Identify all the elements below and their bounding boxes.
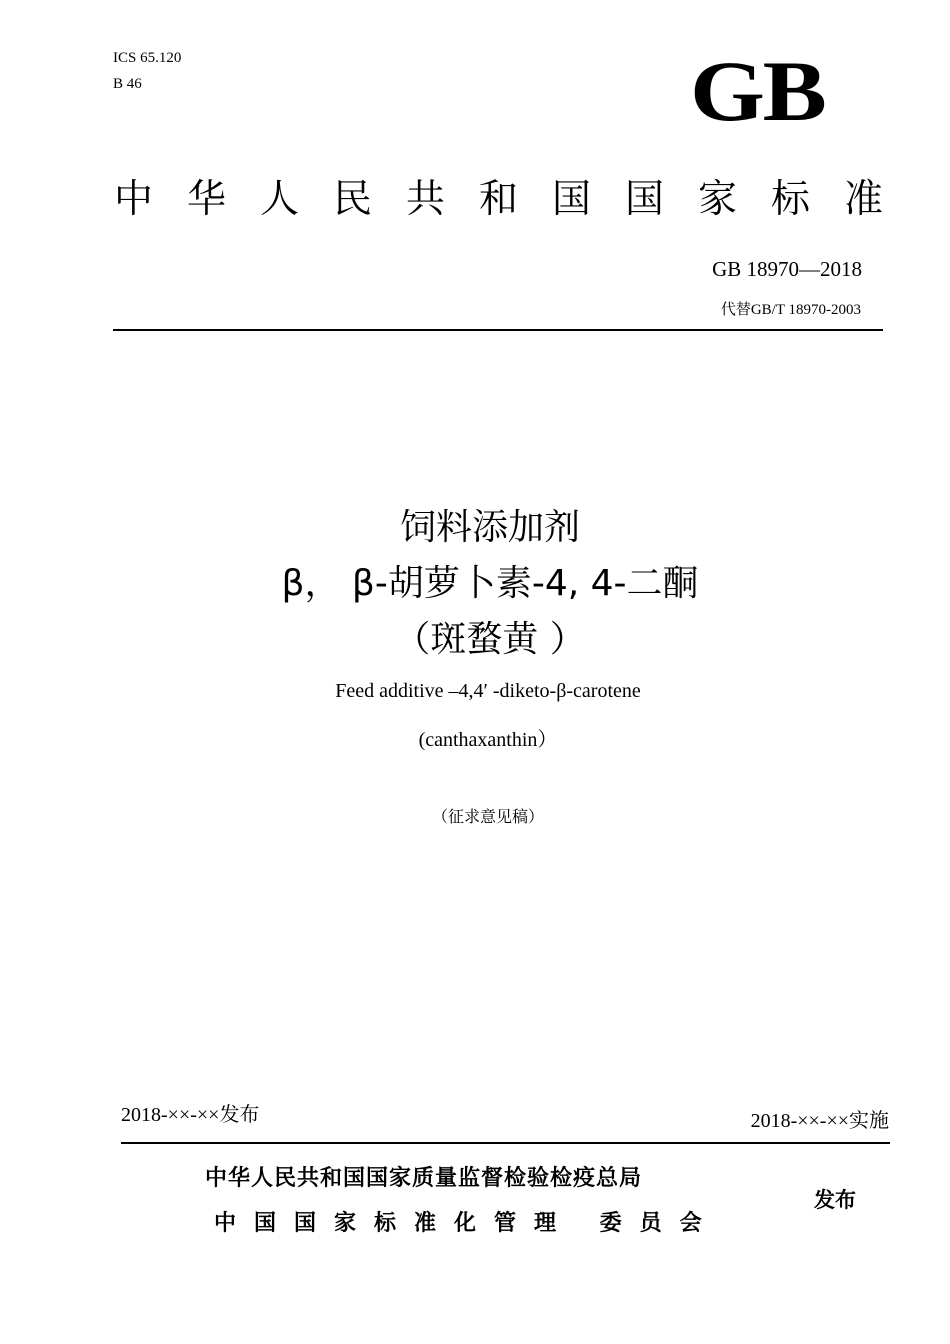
issuer-line1: 中华人民共和国国家质量监督检验检疫总局 (205, 1166, 643, 1191)
draft-note: （征求意见稿） (431, 807, 544, 826)
gb-logo: GB (690, 43, 825, 139)
implement-date: 2018-××-××实施 (750, 1110, 889, 1132)
issuer-line2: 中国国家标准化管理 委员会 (214, 1211, 720, 1236)
en-title-line1: Feed additive –4,4′ -diketo-β-carotene (335, 680, 641, 702)
cn-title-line2: β， β-胡萝卜素-4, 4-二酮 (281, 563, 699, 604)
footer-divider (121, 1142, 890, 1144)
replaces-note: 代替GB/T 18970-2003 (720, 302, 861, 318)
national-standard-title: 中华人民共和国国家标准 (114, 177, 918, 222)
ccs-code: B 46 (113, 76, 142, 92)
en-title-line2: (canthaxanthin） (418, 729, 558, 751)
cn-title-line1: 饲料添加剂 (399, 507, 580, 548)
cn-title-line3: （斑蝥黄 ） (394, 619, 586, 660)
standard-number: GB 18970—2018 (712, 257, 862, 281)
header-divider (113, 329, 883, 331)
publish-date: 2018-××-××发布 (121, 1104, 260, 1126)
issue-label: 发布 (814, 1188, 856, 1212)
ics-code: ICS 65.120 (113, 50, 182, 66)
